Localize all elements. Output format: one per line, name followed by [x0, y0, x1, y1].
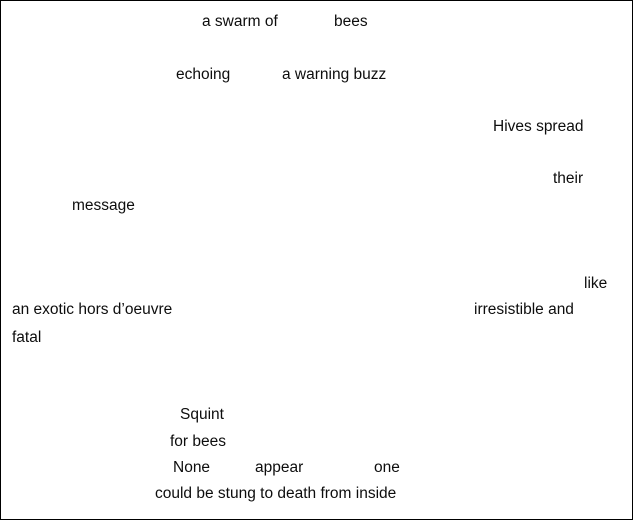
poem-fragment: message: [72, 197, 135, 214]
poem-fragment: a swarm of: [202, 13, 278, 30]
poem-fragment: None: [173, 459, 211, 476]
poem-fragment: like: [584, 275, 608, 292]
poem-fragment: irresistible and: [474, 301, 574, 318]
poem-fragment: bees: [334, 13, 368, 30]
poem-fragment: Squint: [180, 406, 224, 423]
poem-fragment: one: [374, 459, 400, 476]
poem-fragment: an exotic hors d’oeuvre: [12, 301, 173, 318]
poem-fragment: appear: [255, 459, 304, 476]
poem-fragment: a warning buzz: [282, 66, 387, 83]
poem-fragment: for bees: [170, 433, 227, 450]
poem-fragment: Hives spread: [493, 118, 584, 135]
poem-fragment: fatal: [12, 329, 42, 346]
poem-fragment: echoing: [176, 66, 231, 83]
poem-fragment: could be stung to death from inside: [155, 485, 397, 502]
poem-fragment: their: [553, 170, 584, 187]
